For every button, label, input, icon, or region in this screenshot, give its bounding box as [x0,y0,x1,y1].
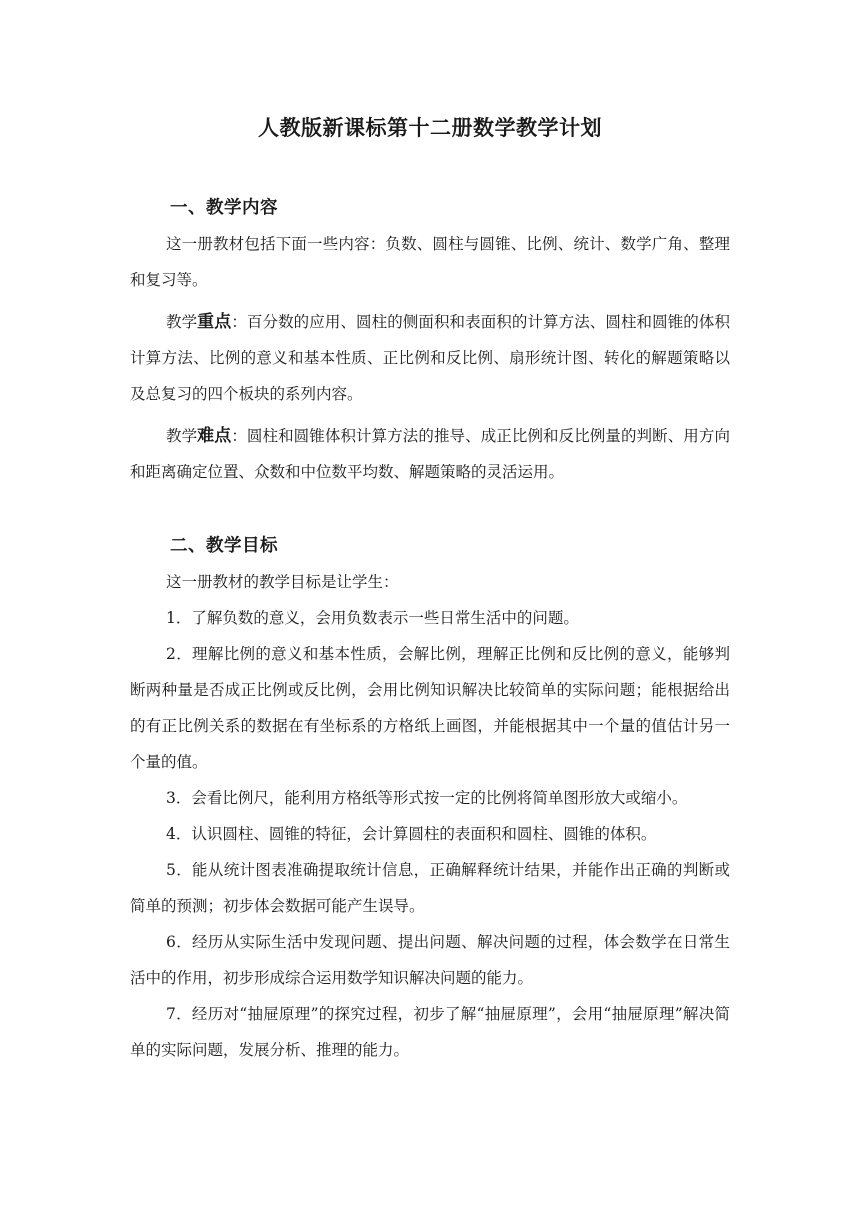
section-content-body [130,226,730,490]
key-points-paragraph [130,304,730,412]
difficult-points-prefix: 教学 [166,427,198,445]
content-intro-paragraph: 这一册教材包括下面一些内容：负数、圆柱与圆锥、比例、统计、数学广角、整理和复习等。 [130,235,730,289]
section-heading-goals: 二、教学目标 [170,536,278,556]
key-points-label: 重点 [197,312,232,332]
difficult-points-text: ：圆柱和圆锥体积计算方法的推导、成正比例和反比例量的判断、用方向和距离确定位置、众数和中位数平均数、解题策略的灵活运用。 [130,427,730,481]
goal-item-6: 6．经历从实际生活中发现问题、提出问题、解决问题的过程，体会数学在日常生活中的作用，初步形成综合运用数学知识解决问题的能力。 [130,933,730,987]
goal-item-5: 5．能从统计图表准确提取统计信息，正确解释统计结果，并能作出正确的判断或简单的预测；初步体会数据可能产生误导。 [130,861,730,915]
goal-item-2: 2．理解比例的意义和基本性质，会解比例，理解正比例和反比例的意义，能够判断两种量是否成正比例或反比例，会用比例知识解决比较简单的实际问题；能根据给出的有正比例关系的数据在有坐标系的方格纸上画图，并能根据其中一个量的值估计另一个量的值。 [130,645,730,771]
difficult-points-paragraph [130,418,730,490]
key-points-text: ：百分数的应用、圆柱的侧面积和表面积的计算方法、圆柱和圆锥的体积计算方法、比例的意义和基本性质、正比例和反比例、扇形统计图、转化的解题策略以及总复习的四个板块的系列内容。 [130,313,730,403]
document-title: 人教版新课标第十二册数学教学计划 [258,115,602,140]
section-goals-body [130,564,730,1068]
goals-intro-paragraph: 这一册教材的教学目标是让学生： [166,573,399,591]
goal-item-1: 1．了解负数的意义，会用负数表示一些日常生活中的问题。 [166,609,579,627]
goal-item-4: 4．认识圆柱、圆锥的特征，会计算圆柱的表面积和圆柱、圆锥的体积。 [166,825,657,843]
key-points-prefix: 教学 [166,313,198,331]
difficult-points-label: 难点 [197,426,232,446]
section-heading-content: 一、教学内容 [170,198,278,218]
goal-item-7: 7．经历对“抽屉原理”的探究过程，初步了解“抽屉原理”，会用“抽屉原理”解决简单的实际问题，发展分析、推理的能力。 [130,1005,730,1059]
goal-item-3: 3．会看比例尺，能利用方格纸等形式按一定的比例将简单图形放大或缩小。 [166,789,688,807]
document-page [130,0,730,1216]
